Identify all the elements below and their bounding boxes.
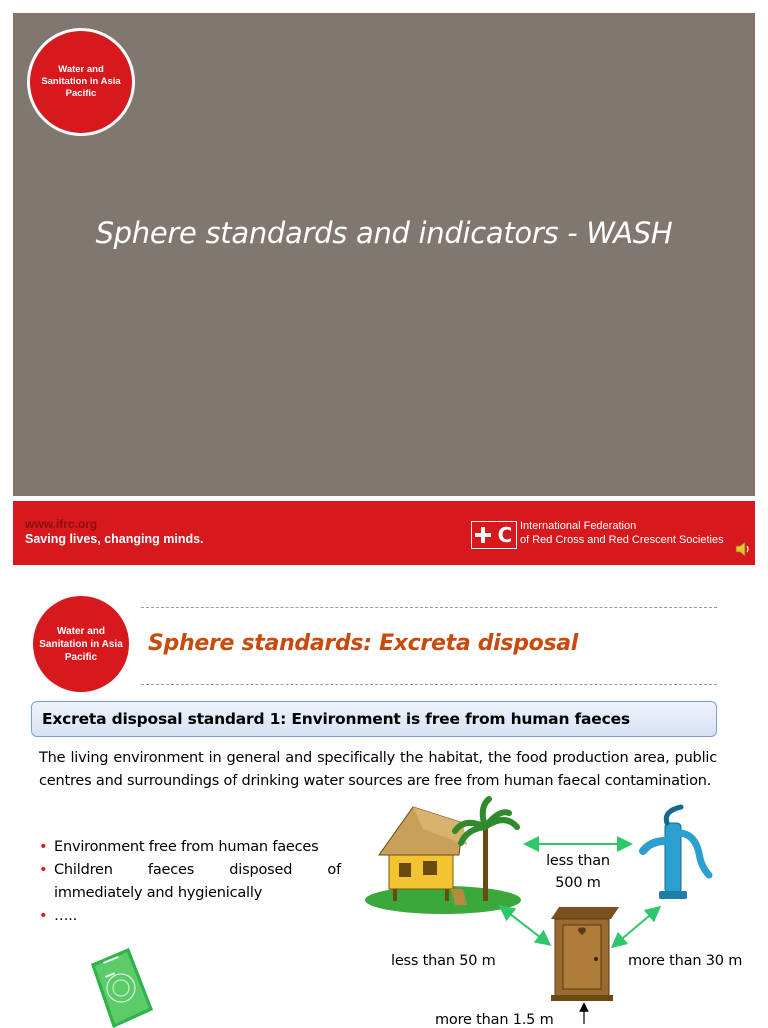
logo-text: Water and Sanitation in Asia Pacific: [41, 64, 121, 99]
house-illustration: [365, 799, 521, 914]
dotted-divider-top: [141, 607, 717, 608]
latrine-illustration: [551, 907, 619, 1001]
org-line-2: of Red Cross and Red Crescent Societies: [520, 534, 724, 546]
distance-diagram: [363, 793, 755, 1024]
wash-asia-pacific-logo: [27, 28, 135, 136]
ifrc-footer-bar: [13, 501, 755, 565]
dotted-divider-bottom: [141, 684, 717, 685]
slide-heading: Sphere standards: Excreta disposal: [148, 631, 579, 656]
excreta-disposal-slide: [13, 588, 755, 1024]
org-line-1: International Federation: [520, 520, 637, 532]
list-item: • Children faeces disposed of immediately and hygienically: [39, 859, 341, 905]
red-cross-crescent-emblem-icon: [471, 521, 517, 549]
slide-title: Sphere standards and indicators - WASH: [95, 216, 673, 250]
speaker-icon[interactable]: [735, 541, 751, 557]
standard-title-box: Excreta disposal standard 1: Environment is free from human faeces: [31, 701, 717, 737]
list-item: • …..: [39, 905, 341, 928]
label-house-pump-1: less than: [546, 853, 610, 869]
footer-tagline: Saving lives, changing minds.: [25, 532, 204, 546]
list-item: • Environment free from human faeces: [39, 836, 341, 859]
title-slide: [13, 13, 755, 565]
water-pump-illustration: [643, 807, 709, 899]
ifrc-org-name: [520, 519, 724, 547]
label-latrine-pump: more than 30 m: [628, 953, 743, 969]
red-cross-icon: [472, 522, 494, 548]
red-crescent-icon: C: [494, 522, 516, 548]
label-above-water: more than 1.5 m: [435, 1012, 554, 1024]
wash-asia-pacific-logo: [33, 596, 129, 692]
sphere-handbook-image: [83, 948, 153, 1028]
label-house-latrine: less than 50 m: [391, 953, 496, 969]
house-latrine-arrow: [505, 910, 545, 941]
label-house-pump-2: 500 m: [555, 875, 601, 891]
footer-url[interactable]: www.ifrc.org: [25, 517, 98, 531]
intro-paragraph: The living environment in general and specifically the habitat, the food production area, public centres and surroundings of drinking water sources are free from human faecal contamination.: [39, 750, 717, 789]
latrine-pump-arrow: [617, 911, 655, 943]
indicator-list: [39, 836, 341, 928]
logo-text: Water and Sanitation in Asia Pacific: [39, 625, 123, 663]
